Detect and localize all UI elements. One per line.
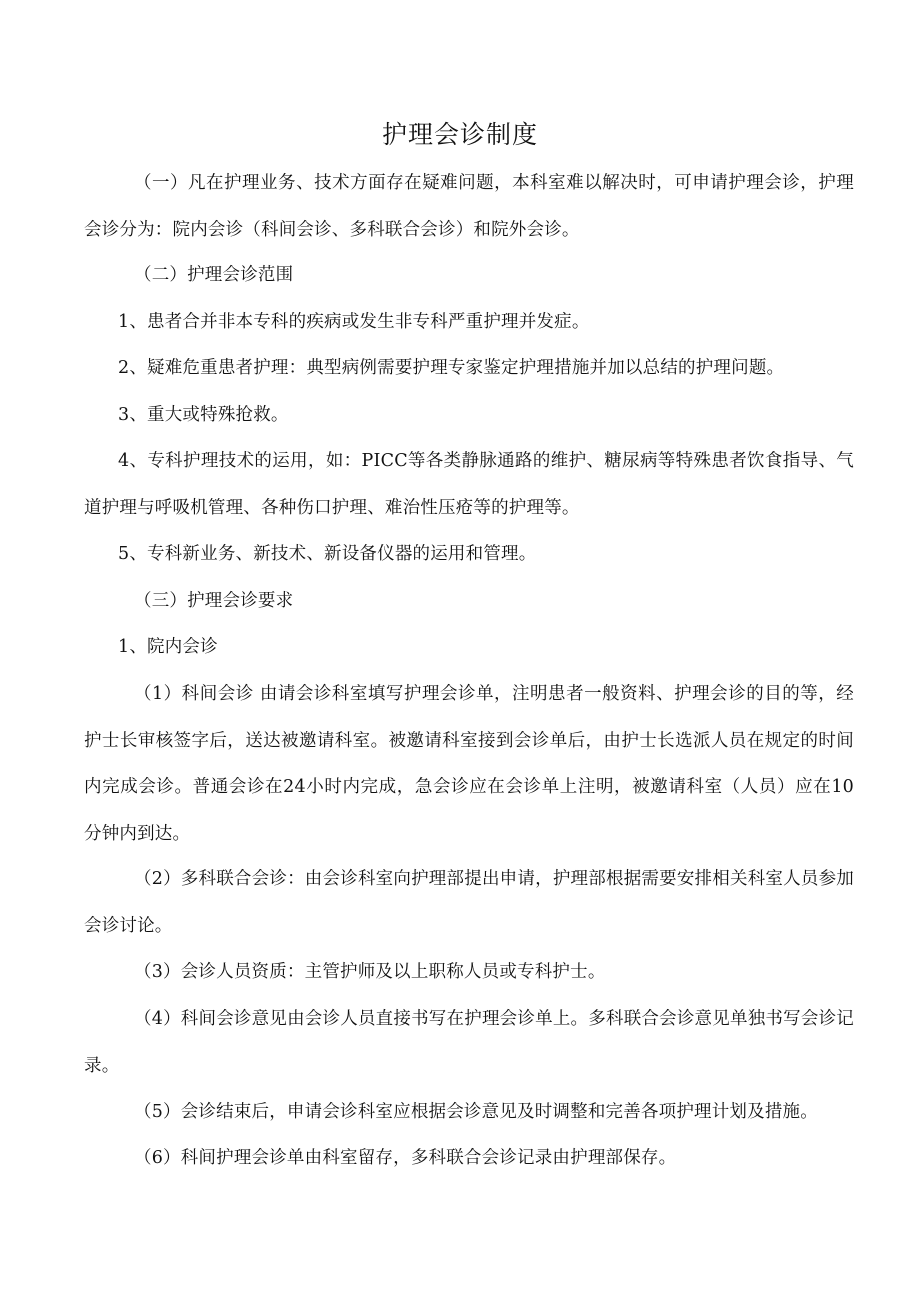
section-2-item-2: 2、疑难危重患者护理：典型病例需要护理专家鉴定护理措施并加以总结的护理问题。: [118, 358, 785, 378]
section-3-item-5: （5）会诊结束后，申请会诊科室应根据会诊意见及时调整和完善各项护理计划及措施。: [134, 1102, 818, 1122]
section-2-heading: （二）护理会诊范围: [134, 265, 294, 285]
section-2-item-3: 3、重大或特殊抢救。: [118, 405, 289, 425]
section-3-subheading: 1、院内会诊: [118, 637, 218, 657]
section-1-paragraph: （一）凡在护理业务、技术方面存在疑难问题，本科室难以解决时，可申请护理会诊，护理会诊分为：院内会诊（科间会诊、多科联合会诊）和院外会诊。: [84, 173, 854, 240]
section-2-item-1: 1、患者合并非本专科的疾病或发生非专科严重护理并发症。: [118, 312, 590, 332]
section-3-item-4: （4）科间会诊意见由会诊人员直接书写在护理会诊单上。多科联合会诊意见单独书写会诊记录。: [84, 1009, 854, 1076]
section-3-heading: （三）护理会诊要求: [134, 591, 294, 611]
section-3-item-2: （2）多科联合会诊：由会诊科室向护理部提出申请，护理部根据需要安排相关科室人员参加会诊讨论。: [84, 869, 854, 936]
section-2-item-5: 5、专科新业务、新技术、新设备仪器的运用和管理。: [118, 544, 537, 564]
section-2-item-4: 4、专科护理技术的运用，如：PICC等各类静脉通路的维护、糖尿病等特殊患者饮食指导、气道护理与呼吸机管理、各种伤口护理、难治性压疮等的护理等。: [84, 451, 854, 518]
section-3-item-3: （3）会诊人员资质：主管护师及以上职称人员或专科护士。: [134, 962, 606, 982]
section-3-item-1: （1）科间会诊 由请会诊科室填写护理会诊单，注明患者一般资料、护理会诊的目的等，经护士长审核签字后，送达被邀请科室。被邀请科室接到会诊单后，由护士长选派人员在规定的时间内完成会诊。普通会诊在24小时内完成，急会诊应在会诊单上注明，被邀请科室（人员）应在10分钟内到达。: [84, 684, 854, 844]
section-3-item-6: （6）科间护理会诊单由科室留存，多科联合会诊记录由护理部保存。: [134, 1148, 677, 1168]
document-title: 护理会诊制度: [381, 120, 538, 149]
